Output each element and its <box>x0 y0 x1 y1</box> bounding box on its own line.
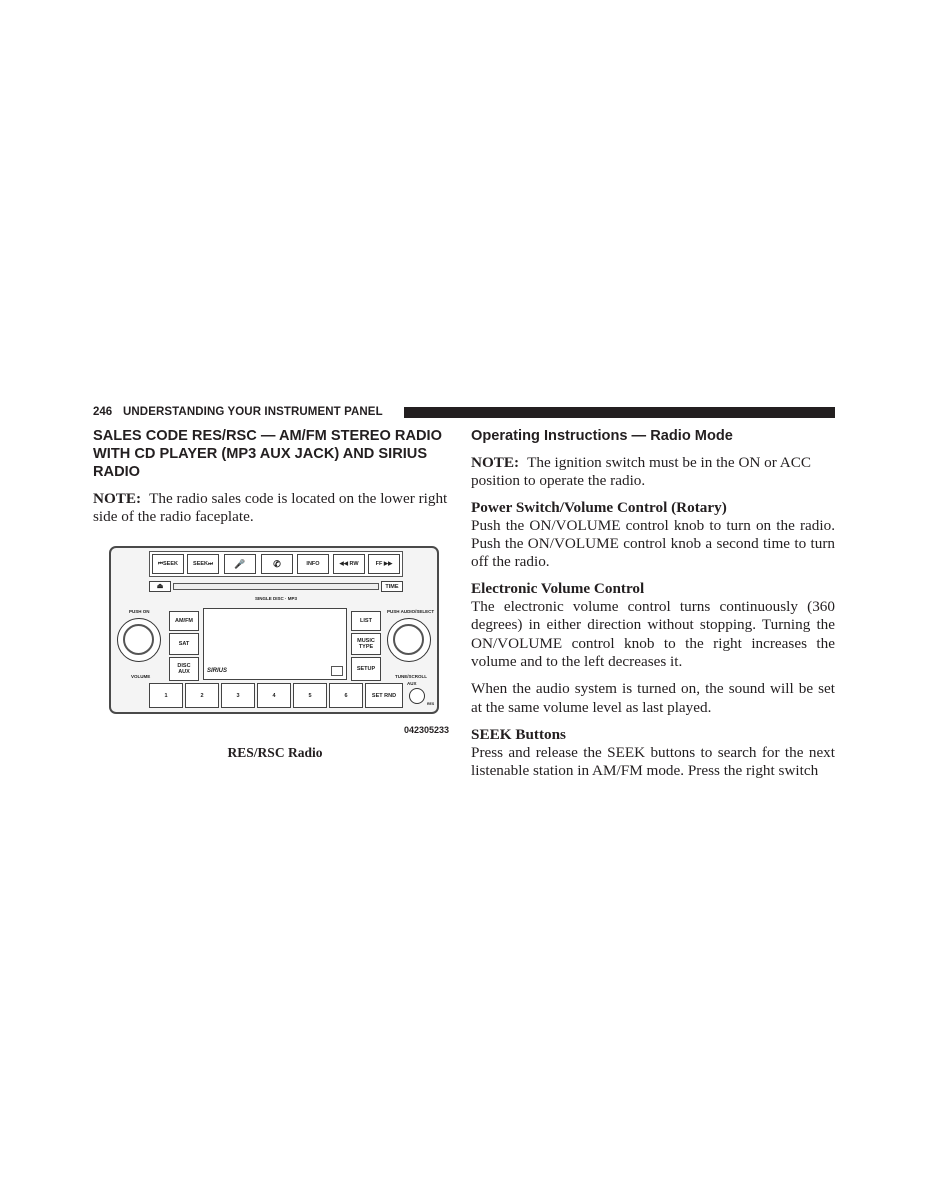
info-button[interactable]: INFO <box>297 554 329 574</box>
radio-faceplate-figure <box>109 546 439 714</box>
disc-label: SINGLE DISC · MP3 <box>255 596 298 601</box>
figure-code: 042305233 <box>404 725 450 735</box>
tune-scroll-label: TUNE/SCROLL <box>395 674 427 679</box>
page-header <box>93 405 835 420</box>
aux-jack[interactable] <box>409 688 425 704</box>
disc-logo-icon <box>331 666 343 676</box>
preset-3-button[interactable]: 3 <box>221 683 255 708</box>
voice-button[interactable] <box>224 554 256 574</box>
power-title: Power Switch/Volume Control (Rotary) <box>471 498 727 516</box>
volume-knob-inner <box>123 624 154 655</box>
section-title-radio-mode: Operating Instructions — Radio Mode <box>471 428 733 444</box>
power-text: Push the ON/VOLUME control knob to turn on the radio. Push the ON/VOLUME control knob a second time to turn off the radio. <box>471 516 835 571</box>
preset-2-button[interactable]: 2 <box>185 683 219 708</box>
preset-1-button[interactable]: 1 <box>149 683 183 708</box>
note-text: The ignition switch must be in the ON or ACC position to operate the radio. <box>471 454 812 490</box>
preset-5-button[interactable]: 5 <box>293 683 327 708</box>
volume-knob[interactable] <box>117 618 161 662</box>
sirius-logo: SIRIUS <box>207 668 228 674</box>
note-label: NOTE: <box>471 454 520 471</box>
push-on-label: PUSH ON <box>129 609 150 614</box>
preset-4-button[interactable]: 4 <box>257 683 291 708</box>
eject-button[interactable]: ⏏ <box>149 581 171 592</box>
note-text: The radio sales code is located on the lower right side of the radio faceplate. <box>93 490 448 526</box>
seek-text: Press and release the SEEK buttons to search for the next listenable station in AM/FM mode. Press the right switch <box>471 744 835 780</box>
cd-slot <box>173 583 379 590</box>
page-number: 246 <box>93 406 113 418</box>
section-title: SALES CODE RES/RSC — AM/FM STEREO RADIO WITH CD PLAYER (MP3 AUX JACK) AND SIRIUS RADIO <box>93 428 442 480</box>
evc-title: Electronic Volume Control <box>471 579 645 597</box>
list-button[interactable]: LIST <box>351 611 381 631</box>
am-fm-button[interactable]: AM/FM <box>169 611 199 631</box>
setup-button[interactable]: SETUP <box>351 657 381 681</box>
tune-knob[interactable] <box>387 618 431 662</box>
figure-caption: RES/RSC Radio <box>227 745 323 760</box>
seek-title: SEEK Buttons <box>471 725 566 743</box>
preset-6-button[interactable]: 6 <box>329 683 363 708</box>
seek-back-button[interactable]: ⏮SEEK <box>152 554 184 574</box>
note-paragraph <box>471 454 835 491</box>
sat-button[interactable]: SAT <box>169 633 199 655</box>
music-type-button[interactable]: MUSIC TYPE <box>351 633 381 655</box>
voice-icon: 🎤 <box>234 559 246 569</box>
disc-aux-button[interactable]: DISC AUX <box>169 657 199 681</box>
phone-icon: ✆ <box>273 559 281 569</box>
time-button[interactable]: TIME <box>381 581 403 592</box>
note-paragraph <box>93 490 457 527</box>
phone-button[interactable] <box>261 554 293 574</box>
left-column <box>93 427 457 527</box>
rewind-button[interactable]: ◀◀ RW <box>333 554 365 574</box>
header-rule <box>404 407 835 418</box>
tune-knob-inner <box>393 624 424 655</box>
set-rnd-button[interactable]: SET RND <box>365 683 403 708</box>
evc-text-2: When the audio system is turned on, the sound will be set at the same volume level as last played. <box>471 680 835 716</box>
chapter-title: UNDERSTANDING YOUR INSTRUMENT PANEL <box>123 406 383 418</box>
evc-text: The electronic volume control turns continuously (360 degrees) in either direction without stopping. Turning the ON/VOLUME control knob to the right increases the volume and to the left decreases it. <box>471 598 835 670</box>
push-audio-label: PUSH AUDIO/SELECT <box>387 609 435 614</box>
right-column <box>471 427 835 781</box>
seek-forward-button[interactable]: SEEK⏭ <box>187 554 219 574</box>
code-badge: RES <box>427 702 435 706</box>
volume-label: VOLUME <box>131 674 151 679</box>
note-label: NOTE: <box>93 490 142 507</box>
aux-label: AUX <box>407 681 417 686</box>
fast-forward-button[interactable]: FF ▶▶ <box>368 554 400 574</box>
